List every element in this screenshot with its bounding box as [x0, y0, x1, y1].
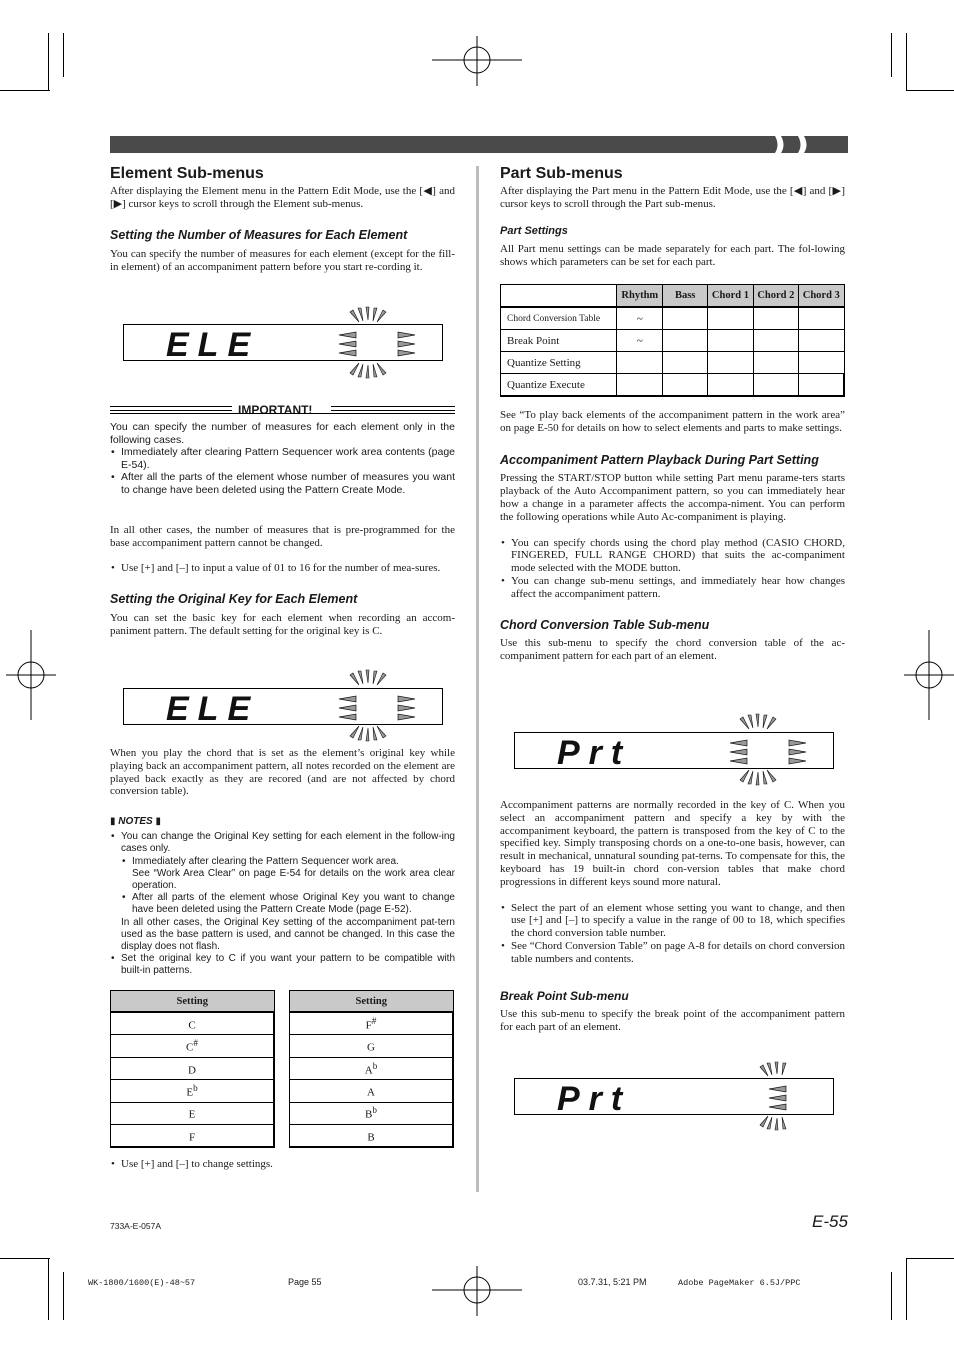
crop-mark: [906, 33, 907, 91]
flash-indicator: [752, 1060, 802, 1132]
table-cell: F: [111, 1124, 275, 1147]
table-corner: [501, 285, 617, 308]
note-subitem: • After all parts of the element whose Original Key you want to change have been deleted using the Pattern Create Mode (page E-52).: [132, 892, 455, 916]
list-item: • You can specify chords using the chord play method (CASIO CHORD, FINGERED, FULL RANGE CHORD) that suits the ac-companiment mode selected with the MODE button.: [511, 537, 845, 575]
registration-mark: [432, 36, 522, 86]
registration-mark: [432, 1266, 522, 1316]
table-header: Chord 1: [708, 285, 753, 308]
right-column: [500, 165, 845, 269]
note-item: • Set the original key to C if you want your pattern to be compatible with built-in patterns.: [121, 953, 455, 977]
subheading: Part Settings: [500, 225, 568, 238]
table-header: Chord 2: [753, 285, 798, 308]
right-column-3: [500, 799, 845, 1034]
notes-box: [110, 816, 455, 978]
table-header: Bass: [663, 285, 708, 308]
lcd-text: Prt: [557, 734, 632, 768]
lcd-text: ELE: [166, 326, 260, 360]
registration-mark: [904, 630, 954, 720]
table-cell: [617, 374, 663, 397]
table-row-label: Quantize Execute: [501, 374, 617, 397]
crop-mark: [0, 1258, 50, 1259]
table-cell: C: [111, 1012, 275, 1035]
important-text: You can specify the number of measures for each element only in the following cases.: [110, 421, 455, 446]
list-item: • After all the parts of the element whose number of measures you want to change have been deleted using the Pattern Create Mode.: [121, 471, 455, 496]
flash-indicator: [728, 712, 788, 787]
paragraph: When you play the chord that is set as the element’s original key while playing back an accompaniment pattern, all notes recorded on the element are played back exactly as they are recored (and are not affected by chord conversion table).: [110, 747, 455, 798]
notes-heading: ▮ NOTES ▮: [110, 816, 162, 827]
list-item: • See “Chord Conversion Table” on page A-8 for details on chord conversion table numbers and contents.: [511, 940, 845, 966]
original-key-table-left: [110, 990, 275, 1148]
crop-mark: [906, 1258, 954, 1259]
crop-mark: [906, 1258, 907, 1320]
table-cell: G: [290, 1035, 454, 1057]
crop-mark: [48, 1258, 49, 1320]
table-row-label: Break Point: [501, 330, 617, 352]
subheading: Setting the Number of Measures for Each Element: [110, 228, 408, 243]
table-cell: [617, 352, 663, 374]
crop-mark: [0, 90, 50, 91]
page-number: E-55: [812, 1212, 848, 1231]
lcd-text: Prt: [557, 1080, 632, 1114]
lcd-text: ELE: [166, 690, 260, 724]
header-bar: [110, 136, 850, 154]
table-cell: F#: [290, 1012, 454, 1035]
original-key-table-right: [289, 990, 454, 1148]
section-title-element: Element Sub-menus: [110, 165, 264, 182]
table-cell: D: [111, 1057, 275, 1079]
paragraph: In all other cases, the number of measures that is pre-programmed for the base accompaniment pattern cannot be changed.: [110, 524, 455, 549]
table-cell: B: [290, 1124, 454, 1147]
right-column-2: [500, 409, 845, 663]
paragraph: Use this sub-menu to specify the chord conversion table of the ac-companiment pattern for each part of an element.: [500, 637, 845, 663]
paragraph: After displaying the Element menu in the Pattern Edit Mode, use the [◀] and [▶] cursor keys to scroll through the Element sub-menus.: [110, 184, 455, 210]
note-item: • You can change the Original Key setting for each element in the follow-ing cases only. • Immediately after clearing the Pattern Sequencer work area. See “Work Area Clear” on page E-54 for details on the work area clear operation. • After all parts of the element whose Original Key you want to change have been deleted using the Pattern Create Mode (page E-52). In all other cases, the Original Key setting of the accompaniment pat-tern used as the base pattern is used, and cannot be changed. In this case the display does not flash.: [121, 831, 455, 953]
crop-mark: [63, 1272, 64, 1320]
list-item: • Use [+] and [–] to input a value of 01 to 16 for the number of mea-sures.: [121, 562, 455, 575]
subheading: Chord Conversion Table Sub-menu: [500, 617, 710, 632]
table-header: Setting: [111, 991, 275, 1013]
crop-mark: [906, 90, 954, 91]
crop-mark: [48, 33, 49, 91]
section-title-part: Part Sub-menus: [500, 165, 623, 182]
important-rule-left: [110, 406, 232, 411]
paragraph: You can specify the number of measures for each element (except for the fill-in element) of an accompaniment pattern before you start re-cording it.: [110, 248, 455, 273]
crop-mark: [891, 1272, 892, 1320]
left-column-3: [110, 747, 455, 798]
column-divider: [476, 166, 479, 1192]
note-continuation: In all other cases, the Original Key setting of the accompaniment pat-tern used as the base pattern is used, and cannot be changed. In this case the display does not flash.: [121, 916, 455, 953]
paragraph: Accompaniment patterns are normally recorded in the key of C. When you select an accompaniment pattern and specify a key by with the accompaniment keyboard, the pattern is transposed from the key of C to the specified key. Simply transposing chords on a one-to-one basis, however, can result in mechanical, unnatural sounding pat-terns. To compensate for this, the keyboard has 19 built-in chord con-version tables that make chord progressions in different keys sound more natural.: [500, 799, 845, 888]
table-row-label: Chord Conversion Table: [501, 307, 617, 330]
table-cell: ~: [617, 330, 663, 352]
table-row-label: Quantize Setting: [501, 352, 617, 374]
subheading: Setting the Original Key for Each Element: [110, 592, 358, 607]
table-header: Chord 3: [799, 285, 844, 308]
list-item: • Use [+] and [–] to change settings.: [121, 1158, 455, 1171]
table-cell: E: [111, 1102, 275, 1124]
table-cell: $B^b$: [290, 1102, 454, 1124]
important-box: [110, 421, 455, 496]
paragraph: After displaying the Part menu in the Pattern Edit Mode, use the [◀] and [▶] cursor keys to scroll through the Part sub-menus.: [500, 184, 845, 210]
slug-date: 03.7.31, 5:21 PM: [578, 1277, 647, 1287]
crop-mark: [891, 33, 892, 77]
note-subitem: • Immediately after clearing the Pattern Sequencer work area. See “Work Area Clear” on page E-54 for details on the work area clear operation.: [132, 856, 455, 893]
slug-app: Adobe PageMaker 6.5J/PPC: [678, 1278, 801, 1288]
table-cell: A: [290, 1080, 454, 1102]
list-item: • You can change sub-menu settings, and immediately hear how changes affect the accompaniment pattern.: [511, 575, 845, 601]
paragraph: Pressing the START/STOP button while setting Part menu parame-ters starts playback of the Auto Accompaniment pattern, so you can immediately hear how a change in a parameter affects the accompa-niment. You can perform the following operations while Auto Ac-companiment is playing.: [500, 472, 845, 523]
list-item: • Select the part of an element whose setting you want to change, and then use [+] and [–] to specify a value in the range of 00 to 18, which specifies the chord conversion table number.: [511, 902, 845, 940]
paragraph: You can set the basic key for each element when recording an accom-paniment pattern. The default setting for the original key is C.: [110, 612, 455, 637]
left-column-4: [110, 1158, 455, 1171]
part-settings-table: [500, 284, 845, 397]
registration-mark: [6, 630, 56, 720]
left-column: [110, 165, 455, 274]
flash-indicator: [338, 668, 398, 743]
important-rule-right: [331, 406, 455, 411]
table-cell: C#: [111, 1035, 275, 1057]
paragraph: All Part menu settings can be made separately for each part. The fol-lowing shows which parameters can be set for each part.: [500, 243, 845, 268]
subheading: Accompaniment Pattern Playback During Part Setting: [500, 452, 819, 467]
crop-mark: [63, 33, 64, 77]
important-label: IMPORTANT!: [238, 403, 313, 417]
table-header: Rhythm: [617, 285, 663, 308]
slug-page: Page 55: [288, 1277, 322, 1287]
left-column-2: [110, 524, 455, 638]
table-header: Setting: [290, 991, 454, 1013]
important-rule-bottom: [110, 413, 455, 414]
flash-indicator: [338, 305, 398, 380]
table-cell: $A^b$: [290, 1057, 454, 1079]
table-cell: $E^b$: [111, 1080, 275, 1102]
list-item: • Immediately after clearing Pattern Sequencer work area contents (page E-54).: [121, 446, 455, 471]
subheading: Break Point Sub-menu: [500, 988, 629, 1003]
paragraph: See “To play back elements of the accompaniment pattern in the work area” on page E-50 for details on how to select elements and parts to make settings.: [500, 409, 845, 434]
paragraph: Use this sub-menu to specify the break point of the accompaniment pattern for each part of an element.: [500, 1008, 845, 1034]
table-cell: ~: [617, 307, 663, 330]
doc-code: 733A-E-057A: [110, 1221, 162, 1231]
slug-file: WK-1800/1600(E)-48~57: [88, 1278, 196, 1288]
